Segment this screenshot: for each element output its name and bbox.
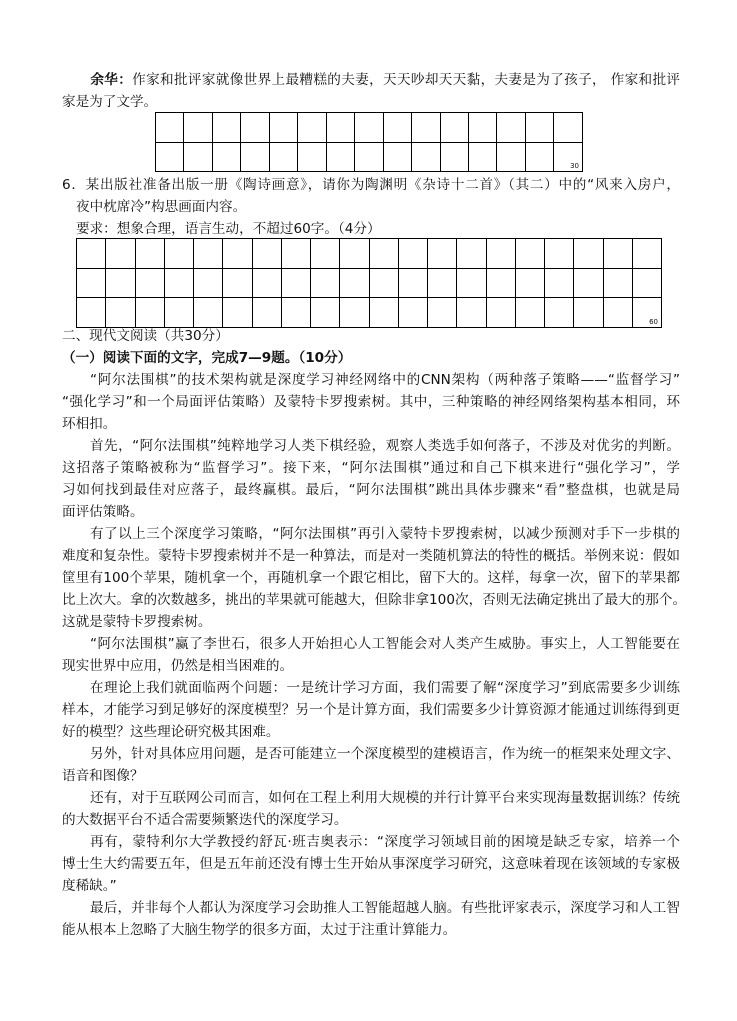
grid-cell[interactable] xyxy=(340,268,369,298)
grid-cell[interactable] xyxy=(298,142,326,172)
grid-cell[interactable] xyxy=(603,298,632,328)
grid-cell[interactable] xyxy=(77,239,106,269)
passage-line: 现实世界中应用，仍然是相当困难的。 xyxy=(62,658,294,674)
passage-line: “阿尔法围棋”的技术架构就是深度学习神经网络中的CNN架构（两种落子策略——“监督学习” xyxy=(90,372,680,388)
passage-line: 能从根本上忽略了大脑生物学的很多方面，太过于注重计算能力。 xyxy=(62,922,457,938)
grid-cell[interactable] xyxy=(603,239,632,269)
grid-cell[interactable] xyxy=(603,268,632,298)
grid-cell[interactable] xyxy=(398,239,427,269)
grid-cell[interactable] xyxy=(281,268,310,298)
passage-line: 难度和复杂性。蒙特卡罗搜索树并不是一种算法，而是对一类随机算法的特性的概括。举例来说：假如 xyxy=(62,548,680,564)
grid-cell[interactable] xyxy=(184,142,212,172)
char-count-label: 60 xyxy=(649,318,658,326)
grid-cell[interactable] xyxy=(515,298,544,328)
passage-line: 筐里有100个苹果，随机拿一个，再随机拿一个跟它相比，留下大的。这样，每拿一次，留下的苹果都 xyxy=(62,570,680,586)
passage-line: 样本，才能学习到足够好的深度模型？另一个是计算方面，我们需要多少计算资源才能通过训练得到更 xyxy=(62,702,680,718)
passage-line: 在理论上我们就面临两个问题：一是统计学习方面，我们需要了解“深度学习”到底需要多少训练 xyxy=(90,680,680,696)
q5-quote-text: 作家和批评家就像世界上最糟糕的夫妻，天天吵却天天黏，夫妻是为了孩子， 作家和批评 xyxy=(132,72,680,88)
answer-grid-60[interactable] xyxy=(76,238,662,328)
grid-cell[interactable] xyxy=(326,142,354,172)
grid-cell[interactable] xyxy=(457,298,486,328)
grid-cell[interactable] xyxy=(223,268,252,298)
passage-line: 博士生大约需要五年，但是五年前还没有博士生开始从事深度学习研究，这意味着现在该领域的专家极 xyxy=(62,856,680,872)
grid-cell[interactable] xyxy=(269,142,297,172)
grid-cell[interactable] xyxy=(298,113,326,143)
grid-cell[interactable] xyxy=(398,268,427,298)
grid-cell[interactable] xyxy=(545,239,574,269)
grid-cell[interactable] xyxy=(212,142,240,172)
grid-cell[interactable] xyxy=(440,113,468,143)
passage-line: 比上次大。拿的次数越多，挑出的苹果就可能越大，但除非拿100次，否则无法确定挑出了最大的那个。 xyxy=(62,592,687,608)
grid-cell[interactable] xyxy=(574,298,603,328)
grid-cell[interactable] xyxy=(223,239,252,269)
passage-line: 度稀缺。” xyxy=(62,878,117,894)
grid-cell[interactable] xyxy=(212,113,240,143)
grid-cell[interactable] xyxy=(468,142,496,172)
q6-requirement: 要求：想象合理，语言生动，不超过60字。（4分） xyxy=(76,221,381,237)
speaker-name: 余华： xyxy=(90,72,133,88)
passage-line: 语音和图像？ xyxy=(62,768,144,784)
answer-grid-30[interactable] xyxy=(155,112,583,172)
grid-cell[interactable] xyxy=(241,142,269,172)
grid-cell[interactable] xyxy=(156,113,184,143)
passage-line: 习如何找到最佳对应落子，最终赢棋。最后，“阿尔法围棋”跳出具体步骤来“看”整盘棋，也就是局 xyxy=(62,482,680,498)
grid-cell[interactable] xyxy=(468,113,496,143)
grid-cell[interactable] xyxy=(457,268,486,298)
grid-cell[interactable] xyxy=(281,239,310,269)
q6-line-1: 6．某出版社准备出版一册《陶诗画意》，请你为陶渊明《杂诗十二首》（其二）中的“风来入房户， xyxy=(62,177,680,193)
grid-cell[interactable] xyxy=(383,142,411,172)
grid-cell[interactable] xyxy=(164,239,193,269)
grid-cell[interactable] xyxy=(428,239,457,269)
grid-cell[interactable] xyxy=(164,268,193,298)
grid-cell[interactable] xyxy=(281,298,310,328)
grid-cell[interactable] xyxy=(241,113,269,143)
section-title: 二、现代文阅读（共30分） xyxy=(62,328,229,344)
grid-cell[interactable] xyxy=(106,268,135,298)
passage-line: 的大数据平台不适合需要频繁迭代的深度学习。 xyxy=(62,812,348,828)
grid-cell[interactable] xyxy=(311,268,340,298)
grid-cell[interactable] xyxy=(77,298,106,328)
section-subtitle: （一）阅读下面的文字，完成7—9题。（10分） xyxy=(62,350,352,366)
grid-cell[interactable] xyxy=(194,298,223,328)
grid-cell[interactable] xyxy=(164,298,193,328)
grid-cell[interactable] xyxy=(369,239,398,269)
passage-line: “强化学习”和一个局面评估策略）及蒙特卡罗搜索树。其中，三种策略的神经网络架构基本相同，环 xyxy=(62,394,680,410)
passage-line: 再有，蒙特利尔大学教授约舒瓦·班吉奥表示：“深度学习领域目前的困境是缺乏专家，培养一个 xyxy=(90,834,680,850)
grid-cell[interactable] xyxy=(412,142,440,172)
grid-cell[interactable] xyxy=(632,268,661,298)
passage-line: 好的模型？这些理论研究极其困难。 xyxy=(62,724,280,740)
passage-line: 首先，“阿尔法围棋”纯粹地学习人类下棋经验，观察人类选手如何落子，不涉及对优劣的判断。 xyxy=(90,438,680,454)
grid-cell[interactable] xyxy=(311,298,340,328)
grid-cell[interactable] xyxy=(525,113,553,143)
grid-cell[interactable] xyxy=(574,268,603,298)
q5-quote-line-1 xyxy=(62,69,680,91)
passage-line: 有了以上三个深度学习策略，“阿尔法围棋”再引入蒙特卡罗搜索树，以减少预测对手下一步棋的 xyxy=(90,526,680,542)
grid-cell[interactable] xyxy=(252,298,281,328)
grid-cell[interactable] xyxy=(135,268,164,298)
grid-cell[interactable] xyxy=(269,113,297,143)
grid-cell[interactable] xyxy=(486,268,515,298)
passage-line: “阿尔法围棋”赢了李世石，很多人开始担心人工智能会对人类产生威胁。事实上，人工智能要在 xyxy=(90,636,680,652)
grid-cell[interactable] xyxy=(106,298,135,328)
grid-cell[interactable] xyxy=(135,239,164,269)
grid-cell[interactable] xyxy=(398,298,427,328)
grid-cell[interactable] xyxy=(545,268,574,298)
passage-line: 面评估策略。 xyxy=(62,504,144,520)
grid-cell[interactable] xyxy=(632,298,661,328)
passage-line: 这就是蒙特卡罗搜索树。 xyxy=(62,614,212,630)
passage-line: 这招落子策略被称为“监督学习”。接下来，“阿尔法围棋”通过和自己下棋来进行“强化学习”，学 xyxy=(62,460,680,476)
grid-cell[interactable] xyxy=(525,142,553,172)
grid-cell[interactable] xyxy=(340,239,369,269)
grid-cell[interactable] xyxy=(486,239,515,269)
grid-cell[interactable] xyxy=(554,113,583,143)
grid-cell[interactable] xyxy=(412,113,440,143)
grid-cell[interactable] xyxy=(184,113,212,143)
grid-cell[interactable] xyxy=(369,298,398,328)
grid-cell[interactable] xyxy=(252,268,281,298)
passage-line: 环相扣。 xyxy=(62,416,117,432)
char-count-label: 30 xyxy=(570,162,579,170)
grid-cell[interactable] xyxy=(440,142,468,172)
grid-cell[interactable] xyxy=(497,113,525,143)
grid-cell[interactable] xyxy=(554,142,583,172)
grid-cell[interactable] xyxy=(135,298,164,328)
passage-line: 另外，针对具体应用问题，是否可能建立一个深度模型的建模语言，作为统一的框架来处理文字、 xyxy=(90,746,680,762)
grid-cell[interactable] xyxy=(515,239,544,269)
grid-cell[interactable] xyxy=(194,268,223,298)
grid-cell[interactable] xyxy=(355,142,383,172)
grid-cell[interactable] xyxy=(156,142,184,172)
grid-cell[interactable] xyxy=(311,239,340,269)
grid-cell[interactable] xyxy=(194,239,223,269)
q5-quote-line-2: 家是为了文学。 xyxy=(62,94,158,110)
grid-cell[interactable] xyxy=(326,113,354,143)
grid-cell[interactable] xyxy=(428,298,457,328)
grid-cell[interactable] xyxy=(457,239,486,269)
grid-cell[interactable] xyxy=(252,239,281,269)
grid-cell[interactable] xyxy=(428,268,457,298)
grid-cell[interactable] xyxy=(77,268,106,298)
grid-cell[interactable] xyxy=(106,239,135,269)
passage-line: 最后，并非每个人都认为深度学习会助推人工智能超越人脑。有些批评家表示，深度学习和人工智 xyxy=(90,900,680,916)
grid-cell[interactable] xyxy=(497,142,525,172)
grid-cell[interactable] xyxy=(383,113,411,143)
passage-line: 还有，对于互联网公司而言，如何在工程上利用大规模的并行计算平台来实现海量数据训练？传统 xyxy=(90,790,680,806)
q6-line-2: 夜中枕席冷”构思画面内容。 xyxy=(76,199,247,215)
grid-cell[interactable] xyxy=(486,298,515,328)
grid-cell[interactable] xyxy=(515,268,544,298)
grid-cell[interactable] xyxy=(545,298,574,328)
grid-cell[interactable] xyxy=(223,298,252,328)
grid-cell[interactable] xyxy=(340,298,369,328)
grid-cell[interactable] xyxy=(574,239,603,269)
grid-cell[interactable] xyxy=(632,239,661,269)
grid-cell[interactable] xyxy=(355,113,383,143)
grid-cell[interactable] xyxy=(369,268,398,298)
